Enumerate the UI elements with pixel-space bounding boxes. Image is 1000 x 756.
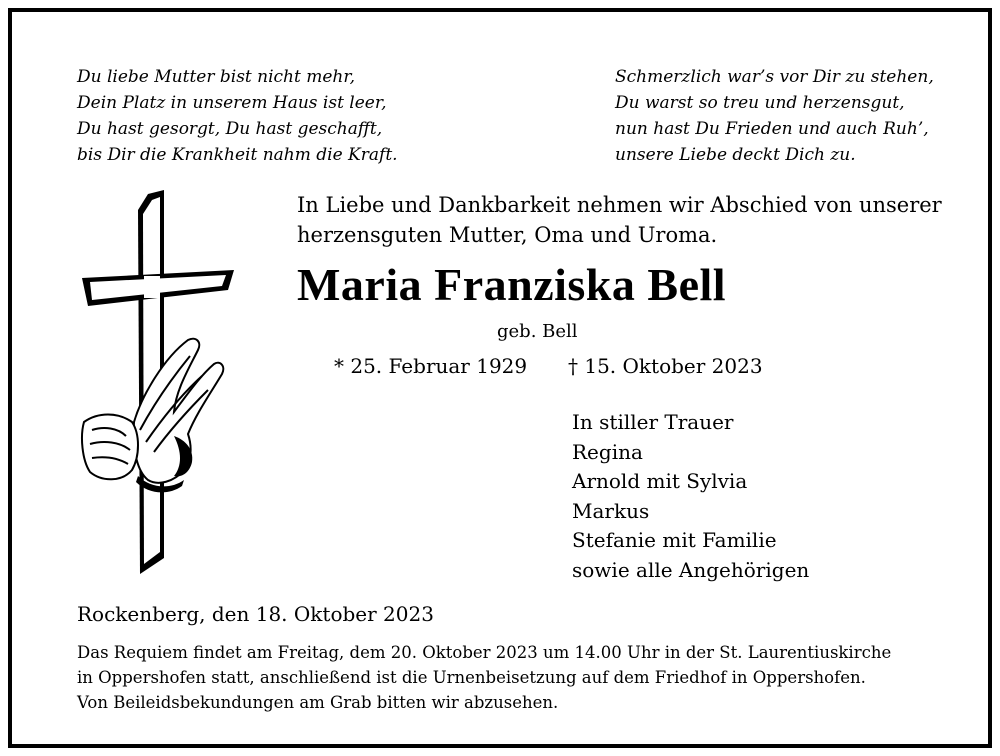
place-date: Rockenberg, den 18. Oktober 2023 [77,602,434,626]
poem-left-line: Du hast gesorgt, Du hast geschafft, [77,119,383,139]
funeral-notice [77,640,891,715]
poem-left [77,64,398,168]
intro-line: In Liebe und Dankbarkeit nehmen wir Abschied von unserer [297,193,942,217]
mourner-line: Markus [572,498,650,523]
obituary-frame [8,8,992,748]
mourner-line: sowie alle Angehörigen [572,557,810,582]
poem-right [615,64,934,168]
mourner-line: Regina [572,439,643,464]
poem-right-line: unsere Liebe deckt Dich zu. [615,145,856,165]
poem-left-line: Dein Platz in unserem Haus ist leer, [77,93,387,113]
notice-line: Von Beileidsbekundungen am Grab bitten wir abzusehen. [77,693,559,712]
mourners-list [572,408,809,585]
deceased-name: Maria Franziska Bell [297,259,727,310]
death-date: † 15. Oktober 2023 [568,354,763,378]
cross-with-praying-hands-icon [78,190,240,574]
poem-left-line: Du liebe Mutter bist nicht mehr, [77,67,356,87]
poem-right-line: Schmerzlich war’s vor Dir zu stehen, [615,67,934,87]
poem-right-line: Du warst so treu und herzensgut, [615,93,905,113]
poem-left-line: bis Dir die Krankheit nahm die Kraft. [77,145,398,165]
intro-line: herzensguten Mutter, Oma und Uroma. [297,223,718,247]
intro-text [297,190,942,250]
notice-line: in Oppershofen statt, anschließend ist die Urnenbeisetzung auf dem Friedhof in Oppershofen. [77,668,866,687]
poem-right-line: nun hast Du Frieden und auch Ruh’, [615,119,929,139]
maiden-name: geb. Bell [497,321,578,342]
mourner-line: Stefanie mit Familie [572,528,777,552]
mourner-line: In stiller Trauer [572,410,734,434]
mourner-line: Arnold mit Sylvia [572,469,748,493]
birth-date: * 25. Februar 1929 [334,354,528,378]
notice-line: Das Requiem findet am Freitag, dem 20. Oktober 2023 um 14.00 Uhr in der St. Laurentiuskirche [77,643,892,662]
